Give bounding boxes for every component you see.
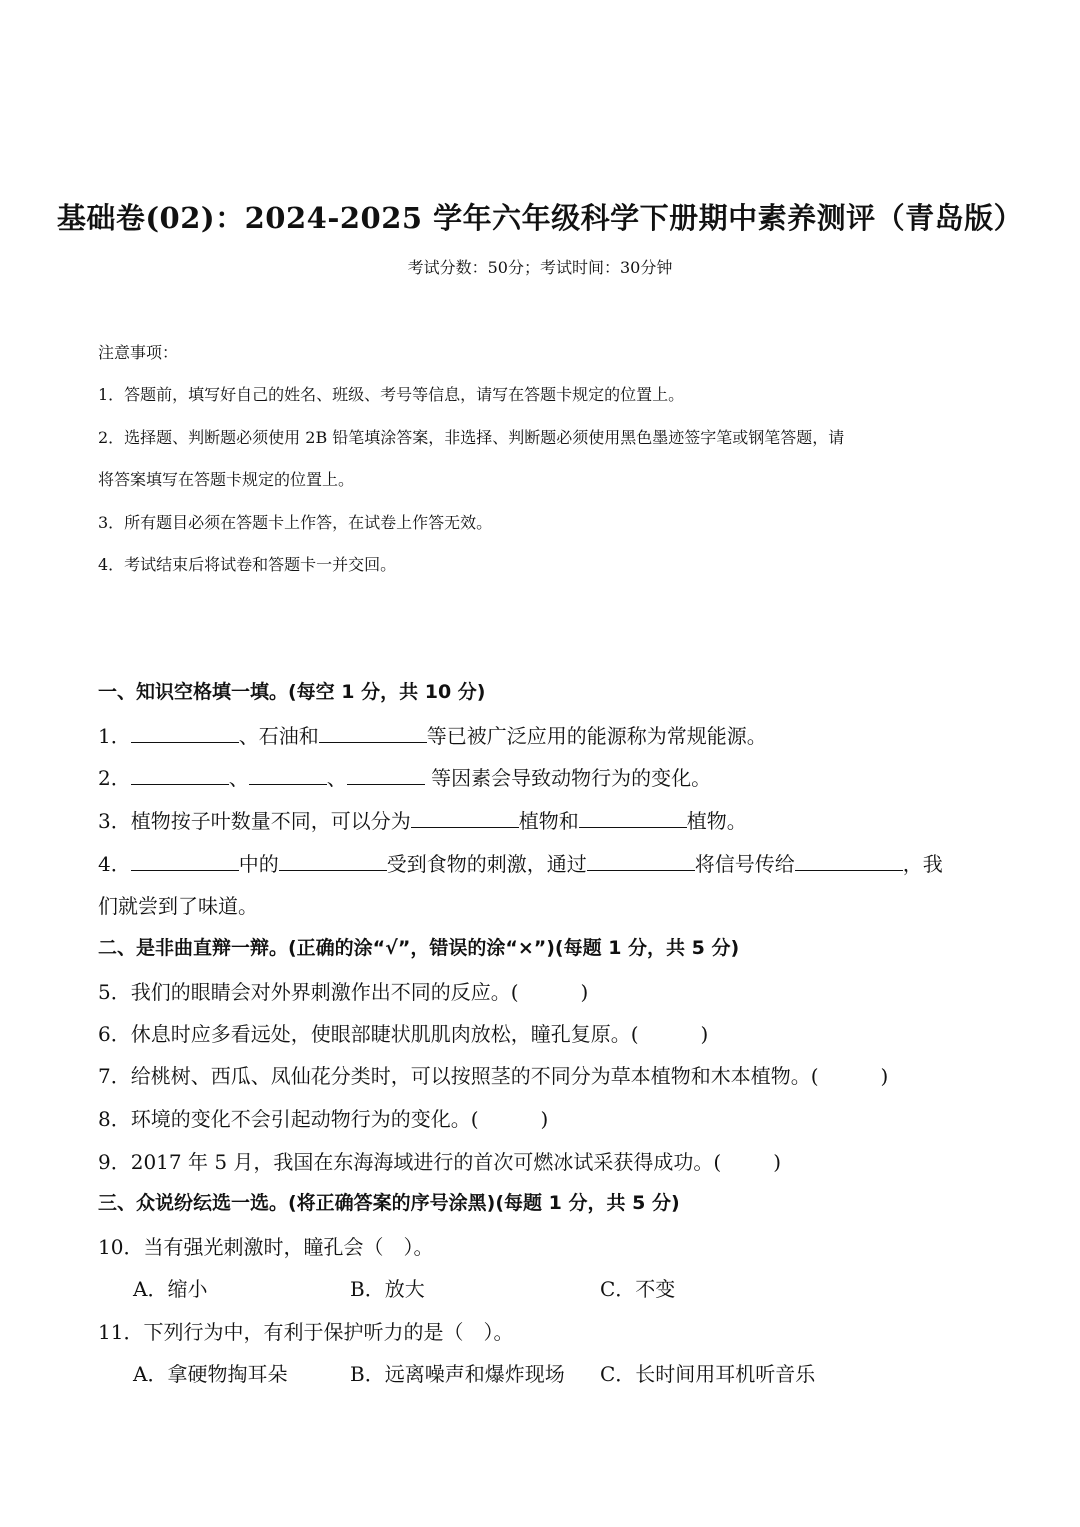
q3-blank-2[interactable] — [579, 809, 687, 828]
q11-option-b[interactable]: B．远离噪声和爆炸现场 — [350, 1362, 565, 1386]
q4-blank-1[interactable] — [131, 852, 239, 871]
q6-close-paren: ) — [700, 1022, 709, 1046]
q9-close-paren: ) — [773, 1150, 782, 1174]
q4-text-d: ，我 — [902, 852, 943, 876]
question-9 — [98, 1146, 781, 1175]
q10-option-a[interactable]: A．缩小 — [133, 1277, 208, 1301]
q4-text-a: 中的 — [238, 852, 279, 876]
q8-text: 8．环境的变化不会引起动物行为的变化。( — [98, 1107, 479, 1131]
q10-option-c[interactable]: C．不变 — [600, 1277, 676, 1301]
q5-text: 5．我们的眼睛会对外界刺激作出不同的反应。( — [98, 980, 519, 1004]
notice-item-3: 3．所有题目必须在答题卡上作答，在试卷上作答无效。 — [98, 513, 493, 532]
q1-text-b: 等已被广泛应用的能源称为常规能源。 — [426, 724, 767, 748]
q6-text: 6．休息时应多看远处，使眼部睫状肌肌肉放松，瞳孔复原。( — [98, 1022, 639, 1046]
q7-text: 7．给桃树、西瓜、凤仙花分类时，可以按照茎的不同分为草本植物和木本植物。( — [98, 1064, 819, 1088]
question-11-stem: 11．下列行为中，有利于保护听力的是（ ）。 — [98, 1320, 514, 1344]
q8-close-paren: ) — [540, 1107, 549, 1131]
q2-sep-2: 、 — [326, 766, 347, 790]
q2-blank-1[interactable] — [131, 766, 229, 785]
q3-text-b: 植物和 — [518, 809, 579, 833]
question-6 — [98, 1018, 708, 1047]
q2-sep-1: 、 — [228, 766, 249, 790]
q3-text-a: 3．植物按子叶数量不同，可以分为 — [98, 809, 411, 833]
exam-info: 考试分数：50分；考试时间：30分钟 — [407, 258, 673, 277]
question-1 — [98, 720, 767, 749]
q2-blank-2[interactable] — [249, 766, 327, 785]
q1-blank-2[interactable] — [319, 724, 427, 743]
section-3-heading: 三、众说纷纭选一选。(将正确答案的序号涂黑)(每题 1 分，共 5 分) — [98, 1192, 680, 1214]
question-7 — [98, 1060, 888, 1089]
q4-blank-4[interactable] — [795, 852, 903, 871]
q4-text-b: 受到食物的刺激，通过 — [386, 852, 587, 876]
question-10-stem: 10．当有强光刺激时，瞳孔会（ ）。 — [98, 1235, 434, 1259]
notice-item-2: 2．选择题、判断题必须使用 2B 铅笔填涂答案，非选择、判断题必须使用黑色墨迹签字笔或钢笔答题，请 — [98, 428, 845, 447]
page-title: 基础卷(02)：2024-2025 学年六年级科学下册期中素养测评（青岛版） — [56, 201, 1024, 235]
q2-blank-3[interactable] — [347, 766, 425, 785]
q2-text: 等因素会导致动物行为的变化。 — [424, 766, 712, 790]
q2-num: 2． — [98, 766, 131, 790]
q1-text-a: 、石油和 — [238, 724, 319, 748]
question-4 — [98, 848, 943, 877]
q11-option-a[interactable]: A．拿硬物掏耳朵 — [133, 1362, 288, 1386]
q4-blank-2[interactable] — [279, 852, 387, 871]
question-3 — [98, 805, 747, 834]
q10-option-b[interactable]: B．放大 — [350, 1277, 425, 1301]
notice-item-4: 4．考试结束后将试卷和答题卡一并交回。 — [98, 555, 397, 574]
notice-heading: 注意事项： — [98, 343, 179, 362]
q9-text: 9．2017 年 5 月，我国在东海海域进行的首次可燃冰试采获得成功。( — [98, 1150, 722, 1174]
q4-num: 4． — [98, 852, 131, 876]
notice-item-1: 1．答题前，填写好自己的姓名、班级、考号等信息，请写在答题卡规定的位置上。 — [98, 385, 685, 404]
question-2 — [98, 762, 711, 791]
question-5 — [98, 976, 588, 1005]
question-4-cont: 们就尝到了味道。 — [98, 894, 258, 918]
q1-blank-1[interactable] — [131, 724, 239, 743]
section-2-heading: 二、是非曲直辩一辩。(正确的涂“√”，错误的涂“×”)(每题 1 分，共 5 分) — [98, 937, 740, 959]
q4-text-c: 将信号传给 — [694, 852, 795, 876]
q3-text-c: 植物。 — [686, 809, 747, 833]
section-1-heading: 一、知识空格填一填。(每空 1 分，共 10 分) — [98, 681, 486, 703]
notice-item-2-cont: 将答案填写在答题卡规定的位置上。 — [98, 470, 355, 489]
q5-close-paren: ) — [580, 980, 589, 1004]
q1-num: 1． — [98, 724, 131, 748]
q3-blank-1[interactable] — [411, 809, 519, 828]
question-8 — [98, 1103, 548, 1132]
q11-option-c[interactable]: C．长时间用耳机听音乐 — [600, 1362, 816, 1386]
q4-blank-3[interactable] — [587, 852, 695, 871]
q7-close-paren: ) — [880, 1064, 889, 1088]
